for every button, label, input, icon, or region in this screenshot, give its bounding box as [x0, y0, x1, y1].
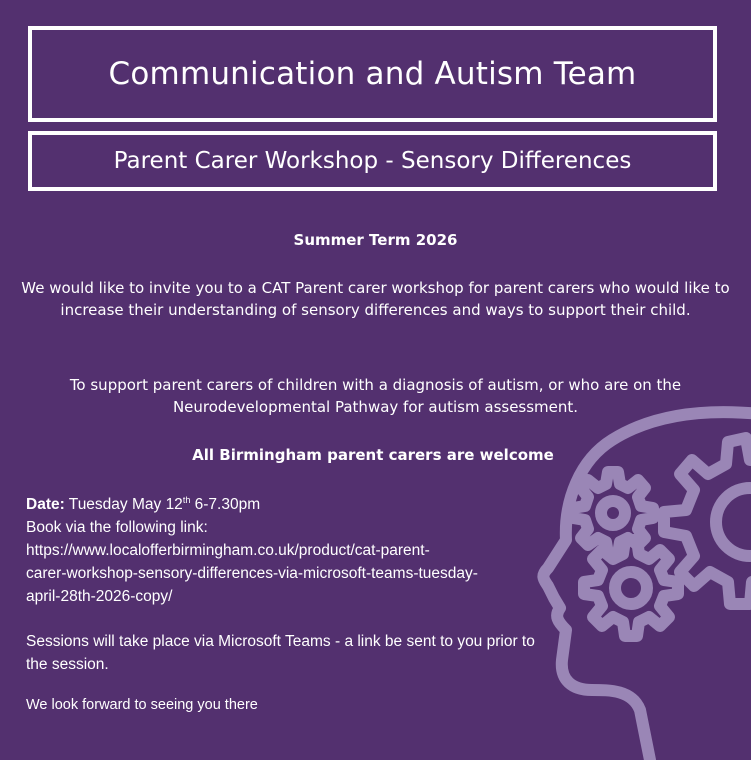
- page-title: Communication and Autism Team: [108, 56, 637, 92]
- date-label: Date:: [26, 496, 65, 514]
- booking-instruction: Book via the following link:: [26, 519, 208, 537]
- time-value: 6-7.30pm: [194, 496, 261, 514]
- term-heading: Summer Term 2026: [293, 231, 458, 249]
- page-subtitle: Parent Carer Workshop - Sensory Differences: [113, 148, 632, 174]
- welcome-heading: All Birmingham parent carers are welcome: [192, 446, 554, 464]
- support-paragraph: To support parent carers of children with a diagnosis of autism, or who are on the Neurodevelopmental Pathway for autism assessment.: [69, 376, 682, 416]
- booking-link-line-2[interactable]: carer-workshop-sensory-differences-via-microsoft-teams-tuesday-: [26, 565, 478, 583]
- date-value: Tuesday May 12: [68, 496, 183, 514]
- title-box: [28, 26, 717, 122]
- date-line: [26, 489, 546, 516]
- sessions-note: Sessions will take place via Microsoft Teams - a link be sent to you prior to the session.: [26, 633, 535, 673]
- event-details: [26, 489, 546, 608]
- booking-link-line-1[interactable]: https://www.localofferbirmingham.co.uk/product/cat-parent-: [26, 542, 430, 560]
- date-suffix: th: [182, 495, 191, 505]
- subtitle-box: [28, 131, 717, 191]
- booking-link-line-3[interactable]: april-28th-2026-copy/: [26, 588, 173, 606]
- closing-note: We look forward to seeing you there: [26, 697, 258, 713]
- invite-paragraph: We would like to invite you to a CAT Parent carer workshop for parent carers who would like to increase their understanding of sensory differences and ways to support their child.: [21, 279, 730, 319]
